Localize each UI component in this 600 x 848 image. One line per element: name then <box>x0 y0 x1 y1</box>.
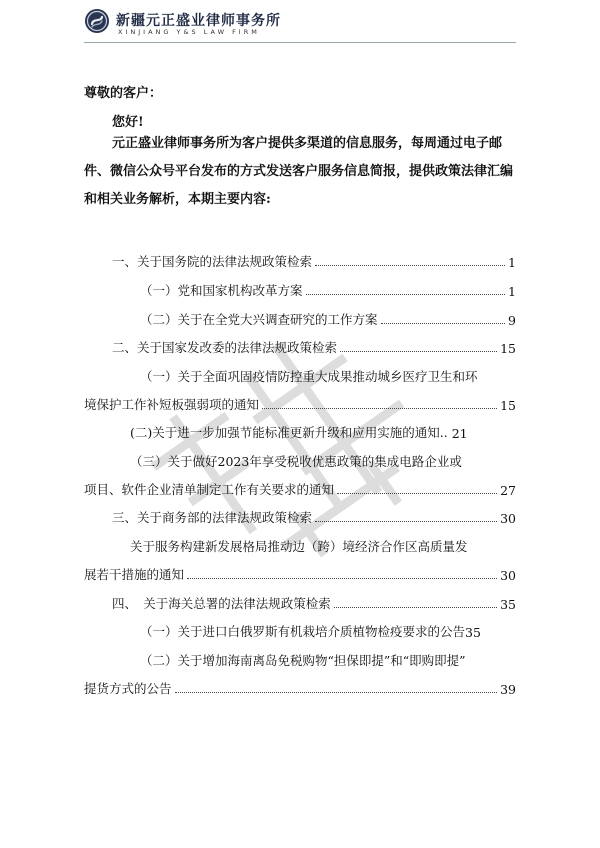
toc-leader <box>340 351 497 352</box>
toc-title: 境保护工作补短板强弱项的通知 <box>84 397 260 412</box>
toc-page: 39 <box>500 682 516 697</box>
toc-entry[interactable] <box>84 480 516 498</box>
toc-entry[interactable] <box>140 310 516 328</box>
toc-entry-line[interactable]: （二）关于增加海南离岛免税购物“担保即提”和“即购即提” <box>140 653 466 668</box>
toc-leader <box>334 607 497 608</box>
toc-title: （二）关于在全党大兴调查研究的工作方案 <box>140 312 378 327</box>
greeting: 尊敬的客户： <box>84 86 163 101</box>
toc-title: 四、 关于海关总署的法律法规政策检索 <box>112 596 331 611</box>
toc-leader <box>175 692 498 693</box>
toc-entry-line[interactable]: （三）关于做好2023年享受税收优惠政策的集成电路企业或 <box>130 454 462 469</box>
toc-page: 1 <box>508 284 516 299</box>
toc-page: 35 <box>500 597 516 612</box>
toc-page: 15 <box>500 398 516 413</box>
toc-leader <box>306 294 506 295</box>
toc-page: 21 <box>451 426 468 441</box>
toc-title: 一、关于国务院的法律法规政策检索 <box>112 254 313 269</box>
toc-title: (二)关于进一步加强节能标准更新升级和应用实施的通知.. <box>130 425 448 440</box>
toc-entry[interactable] <box>84 679 516 697</box>
header-divider <box>84 42 516 43</box>
toc-entry-line[interactable]: （一）关于全面巩固疫情防控重大成果推动城乡医疗卫生和环 <box>140 369 478 384</box>
toc-page: 9 <box>508 313 516 328</box>
toc-page: 30 <box>500 568 516 583</box>
intro-paragraph: 元正盛业律师事务所为客户提供多渠道的信息服务，每周通过电子邮件、微信公众号平台发布的方式发送客户服务信息简报，提供政策法律汇编和相关业务解析，本期主要内容: <box>84 136 514 207</box>
toc-entry[interactable] <box>84 565 516 583</box>
toc-entry[interactable] <box>112 508 516 526</box>
toc-page: 35 <box>465 625 481 640</box>
toc-entry[interactable] <box>140 281 516 299</box>
toc-title: （一）关于进口白俄罗斯有机栽培介质植物检疫要求的公告 <box>140 624 466 639</box>
toc-title: （一）党和国家机构改革方案 <box>140 283 303 298</box>
toc-leader <box>315 521 497 522</box>
firm-logo-icon <box>84 8 110 34</box>
toc-leader <box>262 408 497 409</box>
toc-title: 提货方式的公告 <box>84 681 172 696</box>
toc-leader <box>337 493 497 494</box>
toc-title: 三、关于商务部的法律法规政策检索 <box>112 510 313 525</box>
toc-title: 展若干措施的通知 <box>84 567 185 582</box>
toc-title: 二、关于国家发改委的法律法规政策检索 <box>112 340 338 355</box>
firm-name-en: XINJIANG Y&S LAW FIRM <box>118 28 260 36</box>
firm-name-cn: 新疆元正盛业律师事务所 <box>116 13 281 29</box>
hello-text: 您好! <box>112 115 144 130</box>
toc-entry[interactable] <box>130 423 516 441</box>
toc-leader <box>187 578 497 579</box>
toc-page: 30 <box>500 511 516 526</box>
toc-entry[interactable] <box>84 395 516 413</box>
letterhead <box>84 6 384 38</box>
toc-entry[interactable] <box>112 252 516 270</box>
toc-page: 15 <box>500 341 516 356</box>
toc-entry-line[interactable]: 关于服务构建新发展格局推动边（跨）境经济合作区高质量发 <box>130 539 468 554</box>
toc-page: 27 <box>500 483 516 498</box>
toc-entry[interactable] <box>112 338 516 356</box>
toc-entry[interactable] <box>140 622 516 640</box>
toc-entry[interactable] <box>112 594 516 612</box>
toc-leader <box>315 265 505 266</box>
toc-leader <box>381 323 506 324</box>
toc-page: 1 <box>508 255 516 270</box>
toc-title: 项目、软件企业清单制定工作有关要求的通知 <box>84 482 335 497</box>
